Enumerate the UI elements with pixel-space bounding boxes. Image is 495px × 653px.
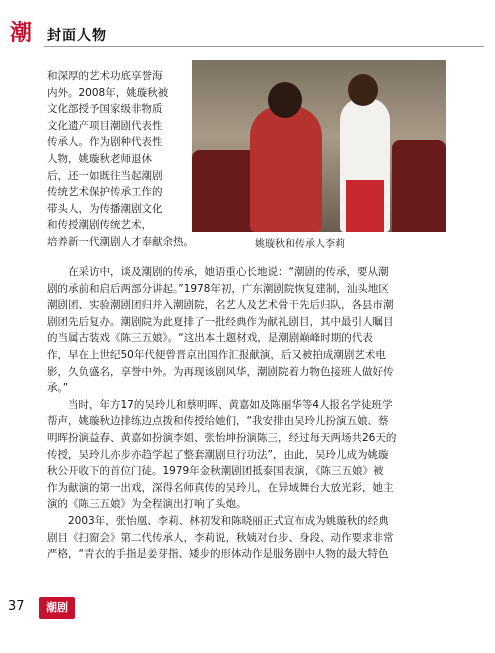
text-line: 2003年，张怡凰、李莉、林初发和陈晓丽正式宣布成为姚璇秋的经典 [47,514,389,527]
photo-legs-li [346,180,384,232]
text-line: 和传授潮剧传统艺术， [47,219,152,232]
text-line: 严格，“青衣的手指是姜芽指、矮步的形体动作是服务剧中人物的最大特色 [47,548,389,561]
text-line: 带头人，为传播潮剧文化 [47,202,163,215]
photo-head-li [348,74,378,106]
text-line: 传统艺术保护传承工作的 [47,186,163,199]
text-line: 和深厚的艺术功底享誉海 [47,70,163,82]
photo-head-yao [268,82,302,118]
page-footer [0,595,495,635]
text-line: 明晖扮演益春、黄嘉如扮演李姐、张怡坤扮演陈三，经过每天两场共26天的 [47,431,397,444]
text-line: 剧目《扫窗会》第二代传承人，李莉说，秋姨对台步、身段、动作要求非常 [47,531,394,544]
text-line: 后，还一如既往当起潮剧 [47,169,163,182]
photo-caption: 姚璇秋和传承人李莉 [255,239,345,250]
text-line: 传承人。作为剧种代表性 [47,136,163,149]
page-number: 37 [8,599,25,614]
cover-photo [192,60,446,232]
text-line: 在采访中，谈及潮剧的传承，她语重心长地说：“潮剧的传承，要从潮 [47,266,389,278]
footer-logo: 潮剧 [39,597,75,619]
page-header [0,0,495,52]
article-text-body [47,264,396,563]
photo-person-yao [250,106,322,232]
section-title: 封面人物 [47,28,107,44]
text-line: 演的《陈三五娘》为全程演出打响了头炮。 [47,498,247,511]
text-line: 文化遗产项目潮剧代表性 [47,119,163,132]
text-line: 作为献演的第一出戏，深得名师真传的吴玲儿，在异域舞台大放光彩，她主 [47,481,394,494]
text-line: 培养新一代潮剧人才奉献余热。 [47,235,194,248]
text-line: 当时，年方17的吴玲儿和蔡明晖、黄嘉如及陈丽华等4人报名学徒班学 [47,398,393,411]
text-line: 文化部授予国家级非物质 [47,103,163,116]
text-line: 承。” [47,382,69,395]
text-line: 帮声，姚璇秋边排练边点拨和传授给她们，“我安排由吴玲儿扮演五娘、蔡 [47,415,389,428]
text-line: 潮剧团、实验潮剧团归并入潮剧院，名艺人及艺术骨干先后归队，各县市潮 [47,299,394,312]
text-line: 传授，吴玲儿亦步亦趋学起了整套潮剧旦行功法”，由此，吴玲儿成为姚璇 [47,448,389,461]
text-line: 影，久负盛名，享誉中外。为再现该剧风华，潮剧院着力物色接班人做好传 [47,365,394,378]
text-line: 内外。2008年，姚璇秋被 [47,86,169,99]
article-text-left-column [47,68,194,251]
text-line: 的当属古装戏《陈三五娘》。“这出本土题材戏，是潮剧巅峰时期的代表 [47,332,373,345]
text-line: 秋公开收下的首位门徒。1979年金秋潮剧团抵泰国表演，《陈三五娘》被 [47,465,384,478]
magazine-logo: 潮 [9,21,32,46]
text-line: 作，早在上世纪50年代便曾晋京出国作汇报献演，后又被拍成潮剧艺术电 [47,348,386,361]
header-divider [44,46,484,47]
photo-sofa-right [392,140,446,232]
text-line: 人物，姚璇秋老师退休 [47,152,152,165]
text-line: 剧的承前和启后两部分讲起。”1978年初，广东潮剧院恢复建制，汕头地区 [47,282,389,295]
text-line: 剧团先后复办。潮剧院为此夏排了一批经典作为献礼剧目，其中最引人瞩目 [47,315,394,328]
